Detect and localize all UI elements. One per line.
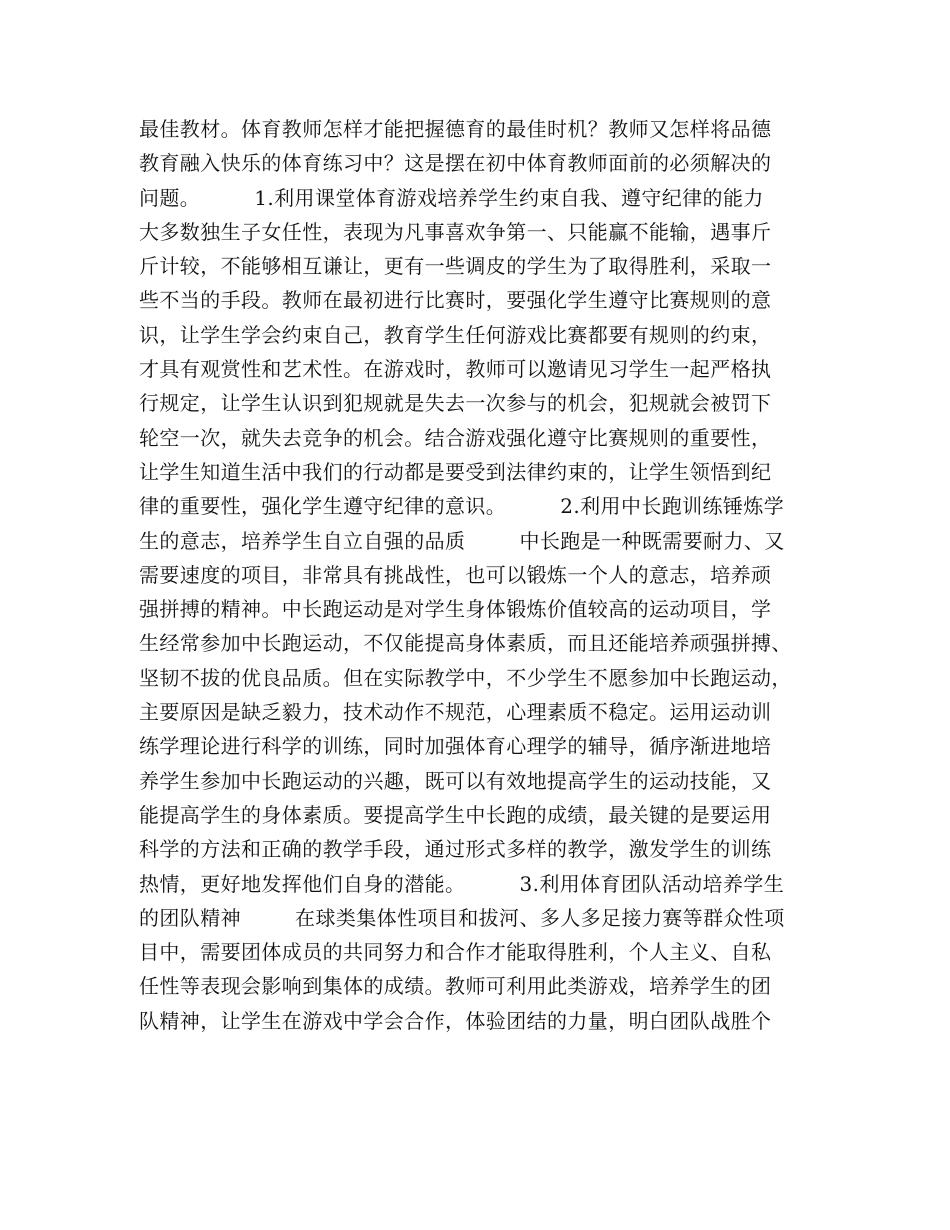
text-line: 需要速度的项目，非常具有挑战性，也可以锻炼一个人的意志，培养顽 xyxy=(139,562,772,587)
text-line: 坚韧不拔的优良品质。但在实际教学中，不少学生不愿参加中长跑运动， xyxy=(139,665,792,690)
body-text xyxy=(139,112,829,1038)
text-line: 强拼搏的精神。中长跑运动是对学生身体锻炼价值较高的运动项目，学 xyxy=(139,597,772,622)
text-line: 目中，需要团体成员的共同努力和合作才能取得胜利，个人主义、自私 xyxy=(139,940,772,965)
text-line: 才具有观赏性和艺术性。在游戏时，教师可以邀请见习学生一起严格执 xyxy=(139,357,772,382)
text-line: 主要原因是缺乏毅力，技术动作不规范，心理素质不稳定。运用运动训 xyxy=(139,700,772,725)
text-line: 任性等表现会影响到集体的成绩。教师可利用此类游戏，培养学生的团 xyxy=(139,974,772,999)
text-line: 队精神，让学生在游戏中学会合作，体验团结的力量，明白团队战胜个 xyxy=(139,1008,772,1033)
text-line: 大多数独生子女任性，表现为凡事喜欢争第一、只能赢不能输，遇事斤 xyxy=(139,219,772,244)
text-line: 生经常参加中长跑运动，不仅能提高身体素质，而且还能培养顽强拼搏、 xyxy=(139,631,792,656)
text-line: 最佳教材。体育教师怎样才能把握德育的最佳时机？教师又怎样将品德 xyxy=(139,117,772,141)
text-line: 科学的方法和正确的教学手段，通过形式多样的教学，激发学生的训练 xyxy=(139,837,772,862)
text-line: 轮空一次，就失去竞争的机会。结合游戏强化遵守比赛规则的重要性， xyxy=(139,425,772,450)
text-line: 律的重要性，强化学生遵守纪律的意识。 2.利用中长跑训练锤炼学 xyxy=(139,494,785,519)
text-line: 问题。 1.利用课堂体育游戏培养学生约束自我、遵守纪律的能力 xyxy=(139,185,764,210)
text-line: 识，让学生学会约束自己，教育学生任何游戏比赛都要有规则的约束， xyxy=(139,322,772,347)
text-line: 练学理论进行科学的训练，同时加强体育心理学的辅导，循序渐进地培 xyxy=(139,734,772,759)
text-line: 能提高学生的身体素质。要提高学生中长跑的成绩，最关键的是要运用 xyxy=(139,802,772,827)
text-line: 斤计较，不能够相互谦让，更有一些调皮的学生为了取得胜利，采取一 xyxy=(139,254,772,279)
text-line: 教育融入快乐的体育练习中？这是摆在初中体育教师面前的必须解决的 xyxy=(139,151,772,176)
text-line: 让学生知道生活中我们的行动都是要受到法律约束的，让学生领悟到纪 xyxy=(139,459,772,484)
text-line: 些不当的手段。教师在最初进行比赛时，要强化学生遵守比赛规则的意 xyxy=(139,288,772,313)
text-line: 的团队精神 在球类集体性项目和拔河、多人多足接力赛等群众性项 xyxy=(139,905,785,930)
text-line: 行规定，让学生认识到犯规就是失去一次参与的机会，犯规就会被罚下 xyxy=(139,391,772,416)
text-line: 养学生参加中长跑运动的兴趣，既可以有效地提高学生的运动技能，又 xyxy=(139,768,772,793)
text-line: 生的意志，培养学生自立自强的品质 中长跑是一种既需要耐力、又 xyxy=(139,528,785,553)
text-line: 热情，更好地发挥他们自身的潜能。 3.利用体育团队活动培养学生 xyxy=(139,871,785,896)
